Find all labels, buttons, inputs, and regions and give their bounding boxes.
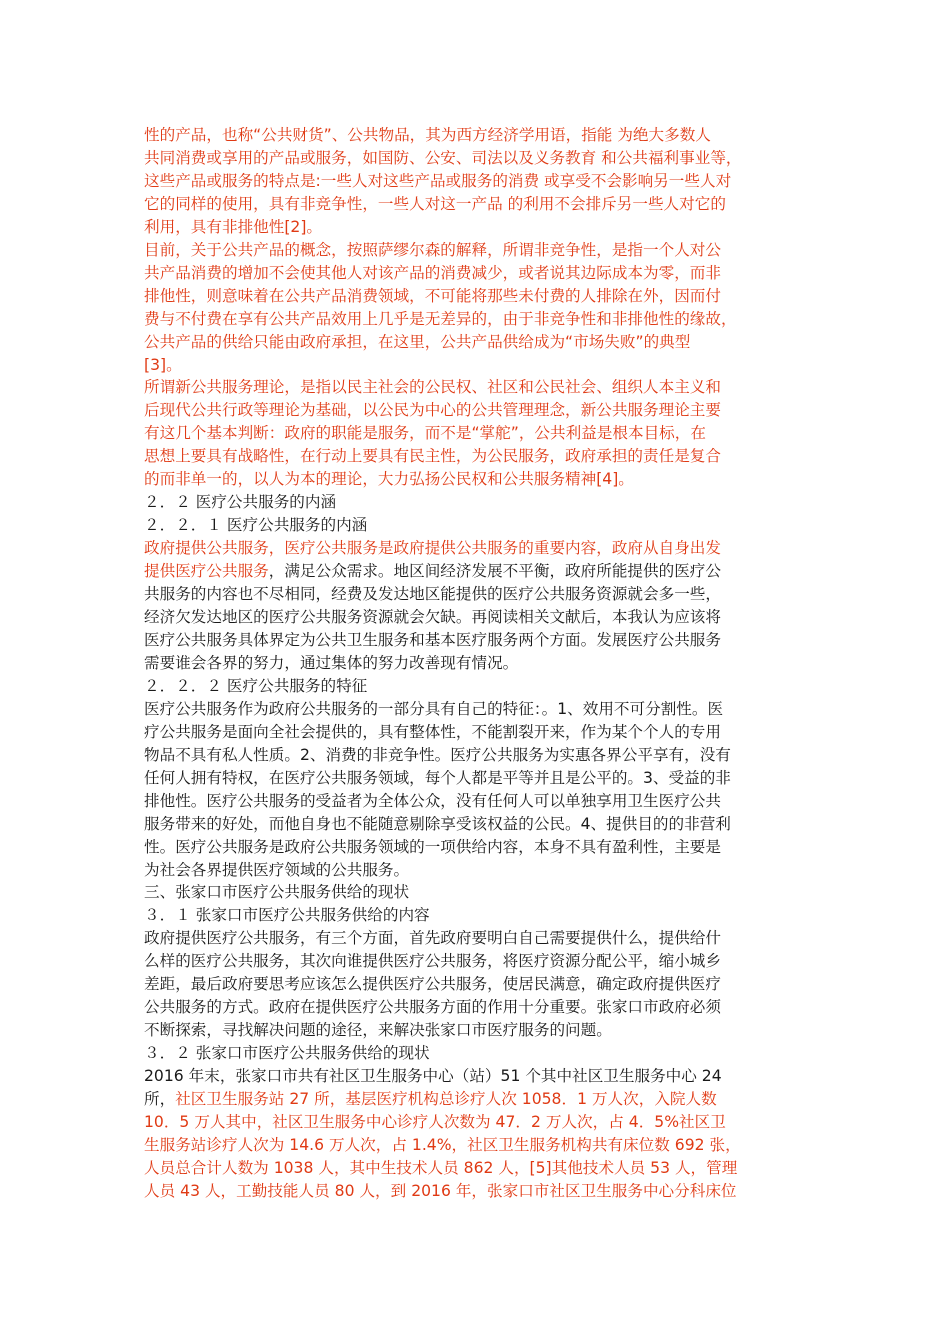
- heading-text: ２．２ 医疗公共服务的内涵: [144, 493, 337, 512]
- text-line: [144, 537, 812, 560]
- section-heading-2-2: [144, 491, 812, 514]
- highlighted-text: 政府提供公共服务，医疗公共服务是政府提供公共服务的重要内容，政府从自身出发: [144, 539, 721, 558]
- text-line: 有这几个基本判断：政府的职能是服务，而不是“掌舵”，公共利益是根本目标，在: [144, 424, 706, 443]
- text-line: 性的产品，也称“公共财货”、公共物品，其为西方经济学用语，指能 为绝大多数人: [144, 126, 711, 144]
- text-line: 公共产品的供给只能由政府承担，在这里，公共产品供给成为“市场失败”的典型: [144, 332, 691, 351]
- heading-text: 三、张家口市医疗公共服务供给的现状: [144, 883, 410, 902]
- text-line: 思想上要具有战略性，在行动上要具有民主性，为公民服务，政府承担的责任是复合: [144, 447, 721, 466]
- plain-text: ，满足公众需求。地区间经济发展不平衡，政府所能提供的医疗公: [268, 562, 721, 581]
- text-line: 医疗公共服务作为政府公共服务的一部分具有自己的特征：。1、效用不可分割性。医: [144, 699, 724, 718]
- text-line: 政府提供医疗公共服务，有三个方面，首先政府要明白自己需要提供什么，提供给什: [144, 929, 721, 948]
- paragraph-supply-status: [144, 1065, 812, 1203]
- text-line: 利用，具有非排他性[2]。: [144, 217, 323, 236]
- text-line: 人员 43 人，工勤技能人员 80 人，到 2016 年，张家口市社区卫生服务中心分科床位: [144, 1181, 737, 1200]
- text-line: 所谓新公共服务理论，是指以民主社会的公民权、社区和公民社会、组织人本主义和: [144, 378, 721, 397]
- paragraph-medical-service-connotation: [144, 537, 812, 675]
- text-line: 它的同样的使用，具有非竞争性，一些人对这一产品 的利用不会排斥另一些人对它的: [144, 194, 726, 213]
- plain-text: 所，: [144, 1090, 176, 1109]
- text-line: 需要谁会各界的努力，通过集体的努力改善现有情况。: [144, 653, 519, 672]
- paragraph-supply-content: [144, 927, 812, 1042]
- text-line: 性。医疗公共服务是政府公共服务领域的一项供给内容，本身不具有盈利性，主要是: [144, 837, 721, 856]
- section-heading-3: [144, 881, 812, 904]
- paragraph-new-public-service-theory: [144, 376, 812, 491]
- text-line: 费与不付费在享有公共产品效用上几乎是无差异的，由于非竞争性和非排他性的缘故，: [144, 309, 737, 328]
- section-heading-3-1: [144, 904, 812, 927]
- section-heading-2-2-1: [144, 514, 812, 537]
- heading-text: ３．２ 张家口市医疗公共服务供给的现状: [144, 1044, 430, 1063]
- text-line: 医疗公共服务具体界定为公共卫生服务和基本医疗服务两个方面。发展医疗公共服务: [144, 630, 721, 649]
- text-line: [144, 560, 812, 583]
- paragraph-public-goods-definition: [144, 124, 812, 239]
- text-line: [3]。: [144, 355, 182, 374]
- paragraph-medical-service-features: [144, 698, 812, 882]
- text-line: 这些产品或服务的特点是:一些人对这些产品或服务的消费 或享受不会影响另一些人对: [144, 171, 732, 190]
- section-heading-3-2: [144, 1042, 812, 1065]
- text-line: 疗公共服务是面向全社会提供的，具有整体性，不能割裂开来，作为某个个人的专用: [144, 722, 721, 741]
- text-line: 10．5 万人其中，社区卫生服务中心诊疗人次数为 47．2 万人次，占 4．5%社区卫: [144, 1112, 726, 1131]
- text-line: 生服务站诊疗人次为 14.6 万人次，占 1.4%，社区卫生服务机构共有床位数 692 张，: [144, 1135, 741, 1154]
- text-line: 排他性。医疗公共服务的受益者为全体公众，没有任何人可以单独享用卫生医疗公共: [144, 791, 721, 810]
- text-line: 物品不具有私人性质。2、消费的非竞争性。医疗公共服务为实惠各界公平享有，没有: [144, 745, 731, 764]
- highlighted-text: 社区卫生服务站 27 所，基层医疗机构总诊疗人次 1058．1 万人次，入院人数: [175, 1090, 717, 1109]
- text-line: 人员总合计人数为 1038 人，其中生技术人员 862 人，[5]其他技术人员 53 人，管理: [144, 1158, 738, 1177]
- heading-text: ２．２．２ 医疗公共服务的特征: [144, 676, 368, 695]
- text-line: 后现代公共行政等理论为基础，以公民为中心的公共管理理念，新公共服务理论主要: [144, 401, 721, 420]
- paragraph-samuelson-explanation: [144, 239, 812, 377]
- text-line: 为社会各界提供医疗领域的公共服务。: [144, 860, 410, 879]
- text-line: 共产品消费的增加不会使其他人对该产品的消费减少，或者说其边际成本为零，而非: [144, 263, 721, 282]
- text-line: 差距，最后政府要思考应该怎么提供医疗公共服务，使居民满意，确定政府提供医疗: [144, 975, 721, 994]
- text-line: 不断探索，寻找解决问题的途径，来解决张家口市医疗服务的问题。: [144, 1021, 612, 1040]
- highlighted-text: 提供医疗公共服务: [144, 562, 269, 581]
- text-line: [144, 1088, 812, 1111]
- text-line: 服务带来的好处，而他自身也不能随意剔除享受该权益的公民。4、提供目的的非营利: [144, 814, 731, 833]
- text-line: 目前，关于公共产品的概念，按照萨缪尔森的解释，所谓非竞争性，是指一个人对公: [144, 240, 721, 259]
- heading-text: ２．２．１ 医疗公共服务的内涵: [144, 516, 368, 535]
- text-line: 经济欠发达地区的医疗公共服务资源就会欠缺。再阅读相关文献后，本我认为应该将: [144, 608, 721, 627]
- section-heading-2-2-2: [144, 675, 812, 698]
- text-line: 共服务的内容也不尽相同，经费及发达地区能提供的医疗公共服务资源就会多一些，: [144, 585, 721, 604]
- heading-text: ３．１ 张家口市医疗公共服务供给的内容: [144, 906, 430, 925]
- text-line: 的而非单一的，以人为本的理论，大力弘扬公民权和公共服务精神[4]。: [144, 470, 634, 489]
- text-line: 任何人拥有特权，在医疗公共服务领域，每个人都是平等并且是公平的。3、受益的非: [144, 768, 731, 787]
- document-page: [144, 124, 812, 1203]
- text-line: 么样的医疗公共服务，其次向谁提供医疗公共服务，将医疗资源分配公平，缩小城乡: [144, 952, 721, 971]
- text-line: 共同消费或享用的产品或服务，如国防、公安、司法以及义务教育 和公共福利事业等，: [144, 148, 742, 167]
- text-line: 公共服务的方式。政府在提供医疗公共服务方面的作用十分重要。张家口市政府必须: [144, 998, 721, 1017]
- text-line: 2016 年末，张家口市共有社区卫生服务中心（站）51 个其中社区卫生服务中心 24: [144, 1067, 722, 1086]
- text-line: 排他性，则意味着在公共产品消费领域，不可能将那些未付费的人排除在外，因而付: [144, 286, 721, 305]
